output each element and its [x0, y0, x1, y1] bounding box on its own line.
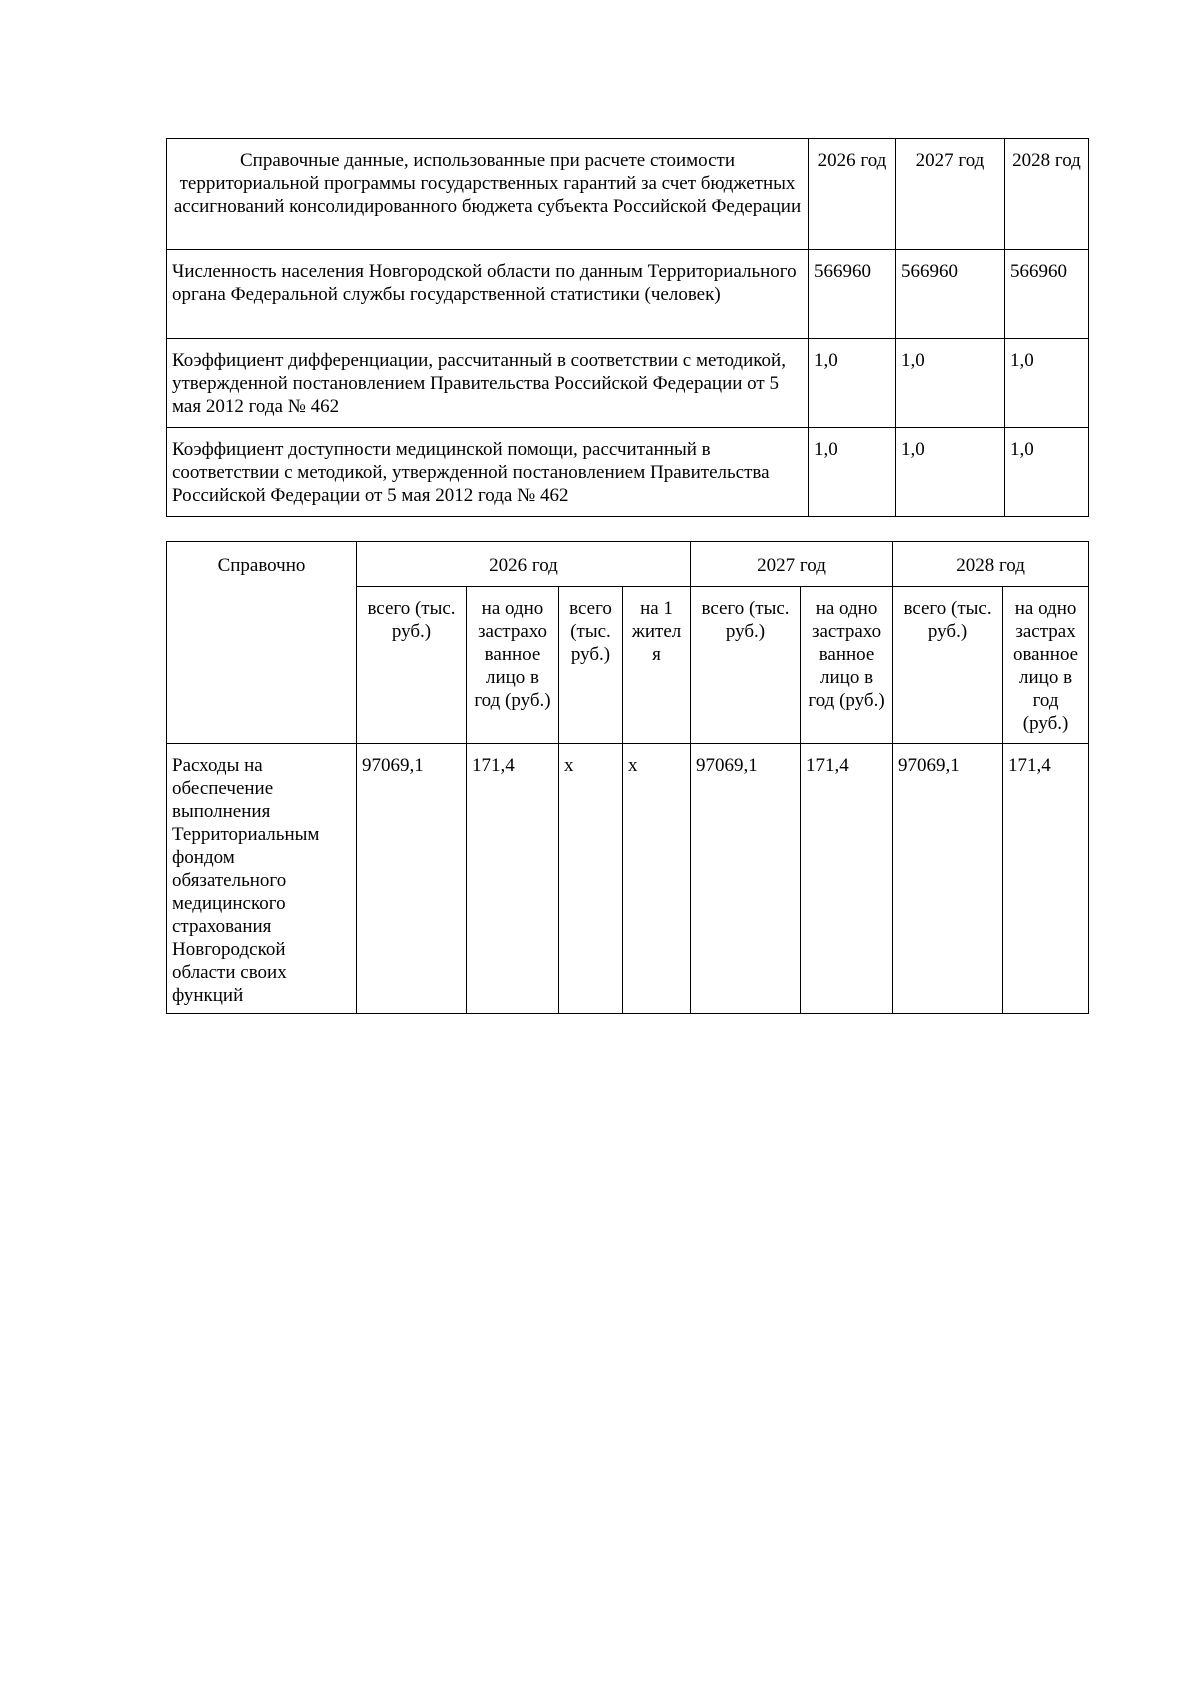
row-value: 566960	[809, 250, 896, 339]
row-value: 97069,1	[357, 744, 467, 1014]
row-value: х	[623, 744, 691, 1014]
row-label: Расходы на обеспечение выполнения Территориальным фондом обязательного медицинского страхования Новгородской области своих функций	[167, 744, 357, 1014]
year-group-2027: 2027 год	[691, 542, 893, 587]
row-value: 171,4	[467, 744, 559, 1014]
row-label: Численность населения Новгородской области по данным Территориального органа Федеральной службы государственной статистики (человек)	[167, 250, 809, 339]
subheader-per-insured: на одно застрах ованное лицо в год (руб.)	[1003, 587, 1089, 744]
subheader-total: всего (тыс. руб.)	[357, 587, 467, 744]
row-value: 97069,1	[893, 744, 1003, 1014]
subheader-total: всего (тыс. руб.)	[691, 587, 801, 744]
row-value: х	[559, 744, 623, 1014]
row-value: 97069,1	[691, 744, 801, 1014]
row-value: 566960	[896, 250, 1005, 339]
row-value: 171,4	[801, 744, 893, 1014]
row-value: 1,0	[809, 339, 896, 428]
table-row	[167, 744, 1089, 1014]
year-header-2027: 2027 год	[896, 139, 1005, 250]
row-value: 1,0	[1005, 428, 1089, 517]
row-label: Коэффициент доступности медицинской помощи, рассчитанный в соответствии с методикой, утвержденной постановлением Правительства Российской Федерации от 5 мая 2012 года № 462	[167, 428, 809, 517]
row-value: 1,0	[896, 339, 1005, 428]
row-label: Коэффициент дифференциации, рассчитанный в соответствии с методикой, утвержденной постановлением Правительства Российской Федерации от 5 мая 2012 года № 462	[167, 339, 809, 428]
row-value: 1,0	[896, 428, 1005, 517]
subheader-per-insured: на одно застрахо ванное лицо в год (руб.)	[467, 587, 559, 744]
table-row	[167, 250, 1089, 339]
subheader-total: всего (тыс. руб.)	[893, 587, 1003, 744]
subheader-per-insured: на одно застрахо ванное лицо в год (руб.)	[801, 587, 893, 744]
year-header-2026: 2026 год	[809, 139, 896, 250]
corner-header: Справочно	[167, 542, 357, 744]
expenses-table	[166, 541, 1089, 1014]
reference-data-table	[166, 138, 1089, 517]
subheader-per-resident: на 1 жител я	[623, 587, 691, 744]
year-group-2026: 2026 год	[357, 542, 691, 587]
row-value: 171,4	[1003, 744, 1089, 1014]
row-value: 1,0	[809, 428, 896, 517]
table-row	[167, 339, 1089, 428]
table-row	[167, 428, 1089, 517]
year-group-header-row	[167, 542, 1089, 587]
table-header-row	[167, 139, 1089, 250]
year-header-2028: 2028 год	[1005, 139, 1089, 250]
year-group-2028: 2028 год	[893, 542, 1089, 587]
description-header: Справочные данные, использованные при расчете стоимости территориальной программы государственных гарантий за счет бюджетных ассигнований консолидированного бюджета субъекта Российской Федерации	[167, 139, 809, 250]
row-value: 1,0	[1005, 339, 1089, 428]
row-value: 566960	[1005, 250, 1089, 339]
subheader-total: всего (тыс. руб.)	[559, 587, 623, 744]
